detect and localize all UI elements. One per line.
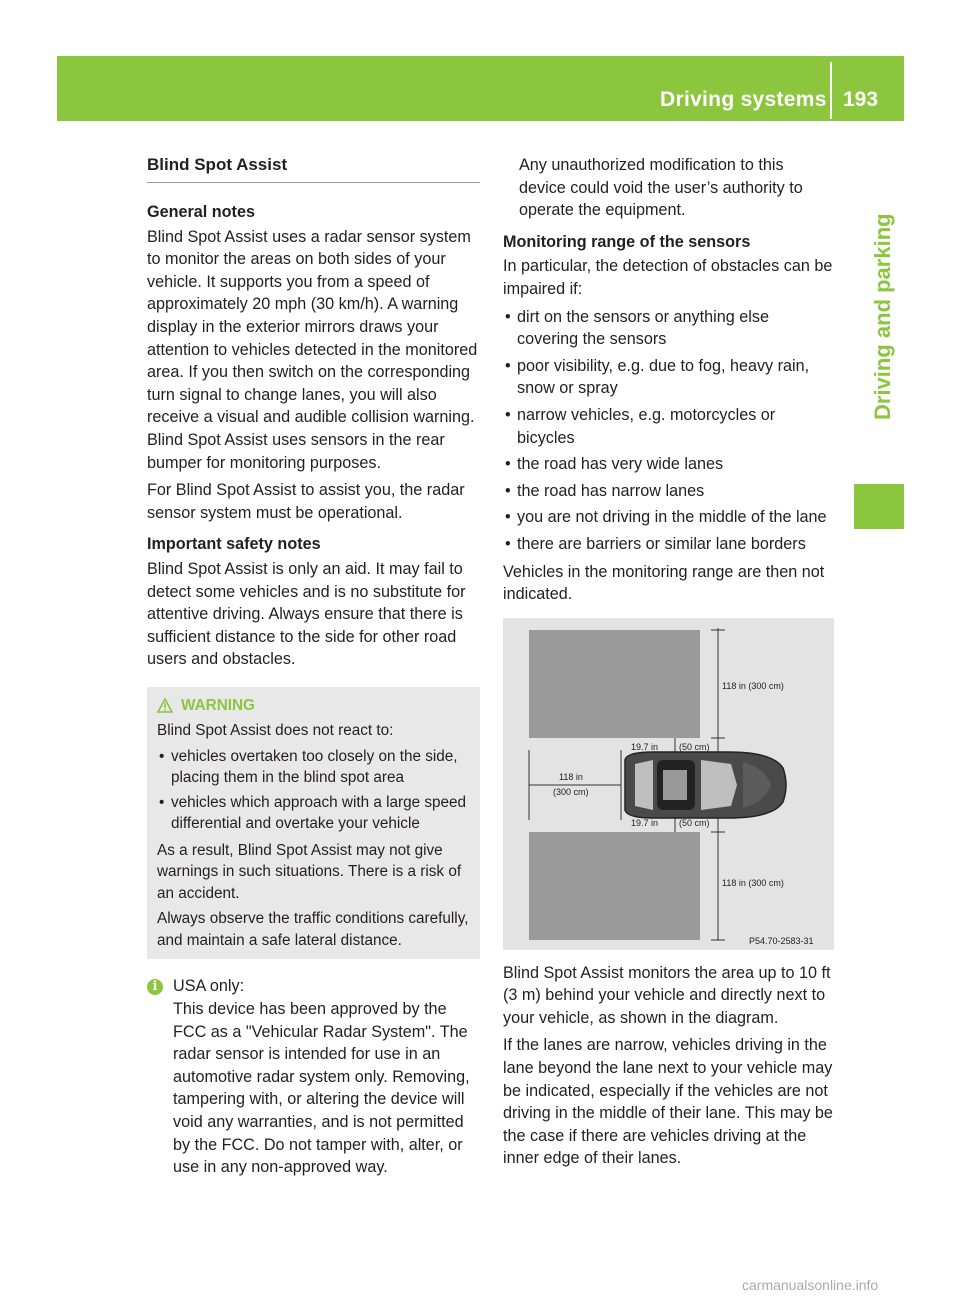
monitoring-range-diagram (503, 618, 834, 950)
left-side-zone-bottom (529, 832, 700, 940)
page-number: 193 (843, 88, 879, 111)
label-top-length: 118 in (300 cm) (722, 680, 784, 691)
monitoring-heading: Monitoring range of the sensors (503, 232, 751, 251)
warning-triangle-icon (157, 698, 173, 713)
list-item: • the road has narrow lanes (503, 480, 834, 503)
list-item: • dirt on the sensors or anything else covering the sensors (503, 306, 834, 351)
list-item: • you are not driving in the middle of the lane (503, 506, 834, 529)
diagram-svg (503, 618, 834, 950)
warning-paragraph-2: Always observe the traffic conditions carefully, and maintain a safe lateral distance. (157, 910, 469, 949)
general-notes-heading: General notes (147, 203, 255, 221)
page-title: Blind Spot Assist (147, 154, 480, 183)
general-notes-paragraph: Blind Spot Assist uses a radar sensor system to monitor the areas on both sides of your vehicle. It supports you from a speed of approximately 20 mph (30 km/h). A warning display in the exterior mirrors draws your attention to vehicles detected in the monitored area. If you then switch on the corresponding turn signal to change lanes, you will also receive a visual and audible collision warning. Blind Spot Assist uses sensors in the rear bumper for monitoring purposes. (147, 227, 478, 472)
car-top-view (625, 752, 786, 818)
side-tab-marker (854, 484, 904, 529)
warning-list (157, 746, 472, 835)
warning-header (157, 695, 472, 717)
footer-watermark: carmanualsonline.info (742, 1277, 879, 1293)
list-item: • vehicles which approach with a large speed differential and overtake your vehicle (157, 792, 472, 835)
monitoring-list (503, 306, 834, 556)
header-divider (830, 62, 832, 119)
label-gap-bottom-cm: (50 cm) (679, 817, 710, 828)
after-diagram-paragraph: Blind Spot Assist monitors the area up to 10 ft (3 m) behind your vehicle and directly next to your vehicle, as shown in the diagram. (503, 963, 831, 1027)
safety-notes-heading: Important safety notes (147, 535, 321, 554)
list-item: • poor visibility, e.g. due to fog, heavy rain, snow or spray (503, 355, 834, 400)
list-item: • narrow vehicles, e.g. motorcycles or bicycles (503, 404, 834, 449)
label-gap-top: 19.7 in (631, 741, 659, 752)
continued-paragraph: Any unauthorized modification to this device could void the user’s authority to operate the equipment. (519, 156, 803, 220)
info-paragraph: This device has been approved by the FCC as a "Vehicular Radar System". The radar sensor is intended for use in an automotive radar system only. Removing, tampering with, or altering the device will void any warranties, and is not permitted by the FCC. Do not tamper with, alter, or use in any non-approved way. (173, 999, 470, 1177)
list-item: • there are barriers or similar lane borders (503, 533, 834, 556)
section-title: Driving systems (660, 88, 827, 111)
label-rear-cm: (300 cm) (553, 786, 589, 797)
safety-notes-paragraph: Blind Spot Assist is only an aid. It may fail to detect some vehicles and is no substitute for attentive driving. Always ensure that there is sufficient distance to the side for other road users and obstacles. (147, 559, 466, 669)
figure-code: P54.70-2583-31 (749, 935, 814, 946)
label-gap-top-cm: (50 cm) (679, 741, 710, 752)
label-rear-in: 118 in (559, 771, 583, 782)
monitoring-after: Vehicles in the monitoring range are then not indicated. (503, 562, 825, 604)
warning-intro: Blind Spot Assist does not react to: (157, 722, 394, 740)
list-item: • the road has very wide lanes (503, 453, 834, 476)
label-bottom-length: 118 in (300 cm) (722, 877, 784, 888)
info-header (147, 975, 480, 998)
left-side-zone-top (529, 630, 700, 738)
label-gap-bottom: 19.7 in (631, 817, 659, 828)
general-notes-paragraph-2: For Blind Spot Assist to assist you, the radar sensor system must be operational. (147, 481, 465, 522)
right-column (503, 154, 834, 1175)
after-diagram-paragraph-2: If the lanes are narrow, vehicles driving in the lane beyond the lane next to your vehicle may be indicated, especially if the vehicles are not driving in the middle of their lane. This may be the case if there are vehicles driving at the inner edge of their lanes. (503, 1036, 833, 1168)
warning-box (147, 687, 480, 960)
warning-paragraph: As a result, Blind Spot Assist may not give warnings in such situations. There is a risk of an accident. (157, 841, 462, 902)
monitoring-intro: In particular, the detection of obstacles can be impaired if: (503, 257, 833, 298)
info-icon: i (147, 979, 163, 995)
info-heading: USA only: (173, 977, 245, 996)
side-tab-label: Driving and parking (870, 213, 895, 420)
list-item: • vehicles overtaken too closely on the side, placing them in the blind spot area (157, 746, 472, 789)
warning-title: WARNING (181, 696, 255, 714)
left-column (147, 154, 480, 1184)
